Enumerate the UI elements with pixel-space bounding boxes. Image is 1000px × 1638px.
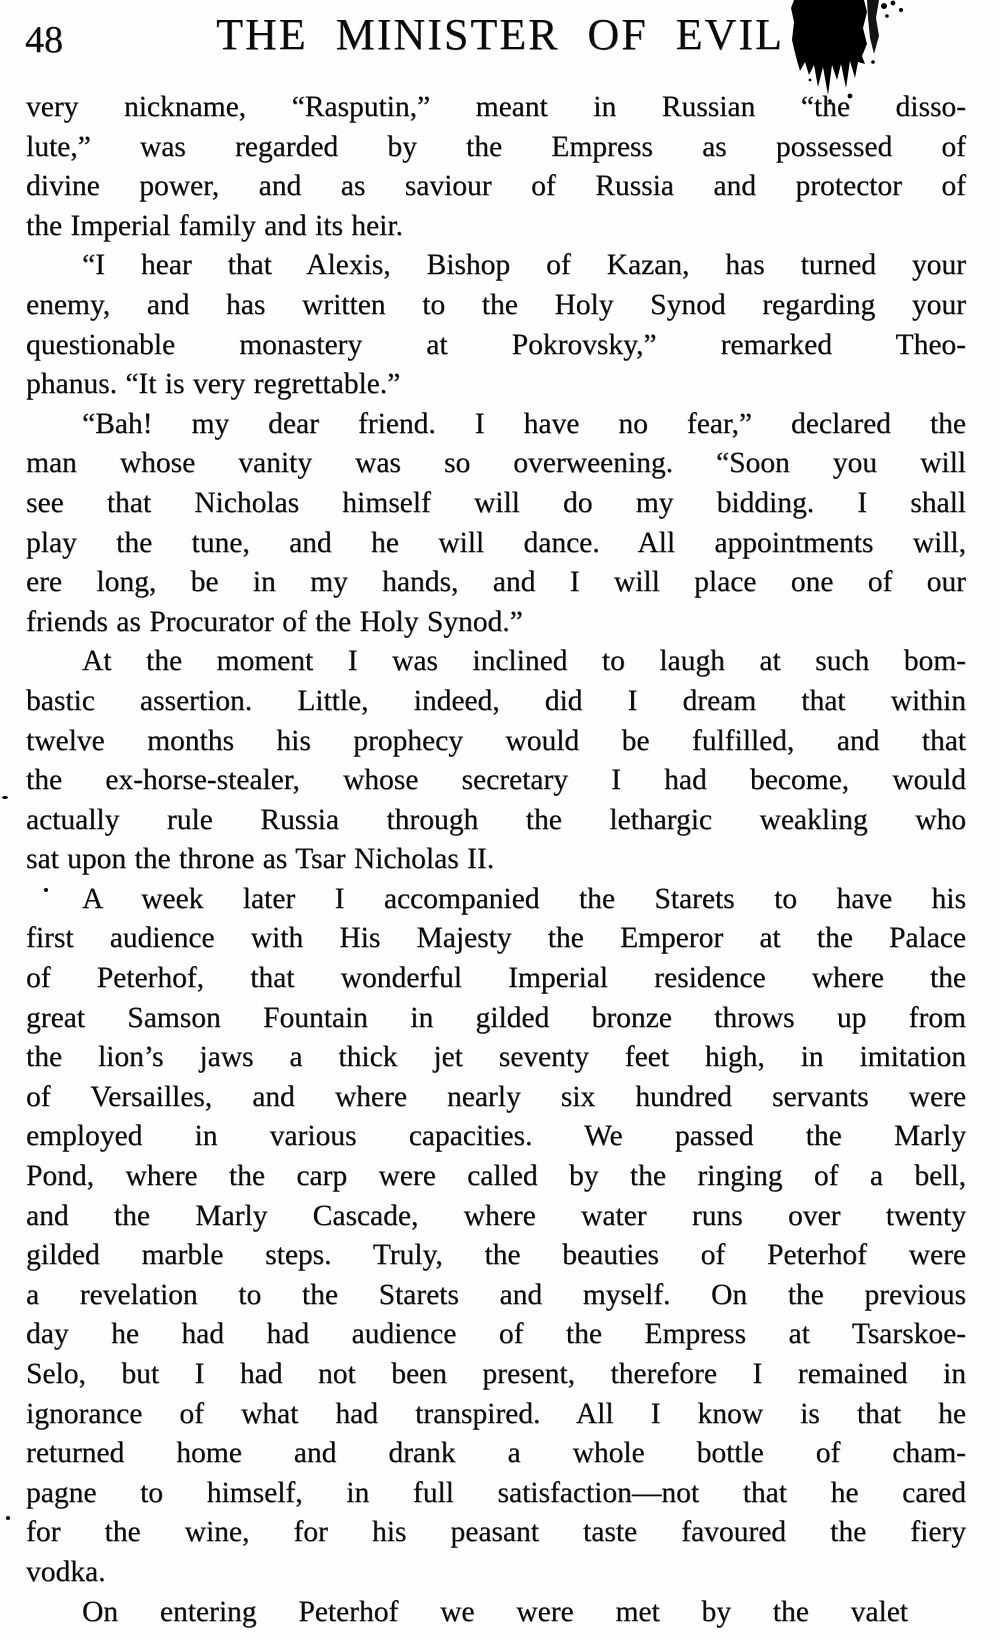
text-line: Pond, where the carp were called by the ringing of a bell, bbox=[26, 1160, 966, 1193]
page-number: 48 bbox=[25, 19, 63, 61]
text-line: very nickname, “Rasputin,” meant in Russian “the disso- bbox=[26, 91, 966, 123]
text-line: for the wine, for his peasant taste favoured the fiery bbox=[26, 1516, 966, 1549]
text-line: divine power, and as saviour of Russia and protector of bbox=[26, 170, 966, 203]
text-line: A week later I accompanied the Starets to have his bbox=[82, 882, 966, 915]
text-line: and the Marly Cascade, where water runs over twenty bbox=[26, 1199, 966, 1232]
text-line: Selo, but I had not been present, therefore I remained in bbox=[26, 1358, 966, 1390]
text-line: see that Nicholas himself will do my bidding. I shall bbox=[26, 486, 966, 519]
text-line: twelve months his prophecy would be fulfilled, and that bbox=[26, 724, 966, 757]
text-line: day he had had audience of the Empress at Tsarskoe- bbox=[26, 1318, 966, 1351]
text-line: phanus. “It is very regrettable.” bbox=[26, 368, 401, 401]
text-line: sat upon the throne as Tsar Nicholas II. bbox=[26, 843, 495, 876]
text-line: play the tune, and he will dance. All appointments will, bbox=[26, 526, 966, 559]
text-line: a revelation to the Starets and myself. On the previous bbox=[26, 1278, 966, 1311]
text-line: “Bah! my dear friend. I have no fear,” declared the bbox=[82, 407, 966, 440]
text-line: On entering Peterhof we were met by the valet bbox=[82, 1595, 908, 1628]
text-line: of Peterhof, that wonderful Imperial residence where the bbox=[26, 962, 966, 995]
text-line: pagne to himself, in full satisfaction—not that he cared bbox=[26, 1476, 966, 1509]
text-line: At the moment I was inclined to laugh at such bom- bbox=[82, 645, 966, 678]
text-line: “I hear that Alexis, Bishop of Kazan, has turned your bbox=[82, 249, 966, 282]
text-line: of Versailles, and where nearly six hundred servants were bbox=[26, 1080, 966, 1113]
text-line: the Imperial family and its heir. bbox=[26, 209, 403, 242]
text-line: returned home and drank a whole bottle of cham- bbox=[26, 1437, 966, 1470]
text-line: great Samson Fountain in gilded bronze throws up from bbox=[26, 1001, 966, 1034]
text-line: the ex-horse-stealer, whose secretary I had become, would bbox=[26, 764, 966, 797]
running-title: THE MINISTER OF EVIL bbox=[216, 10, 784, 59]
text-line: friends as Procurator of the Holy Synod.” bbox=[26, 605, 523, 638]
text-line: actually rule Russia through the lethargic weakling who bbox=[26, 803, 966, 836]
scan-speck bbox=[6, 1516, 10, 1520]
text-line: employed in various capacities. We passed the Marly bbox=[26, 1120, 966, 1153]
text-line: enemy, and has written to the Holy Synod regarding your bbox=[26, 288, 966, 321]
text-line: vodka. bbox=[26, 1555, 106, 1588]
text-line: lute,” was regarded by the Empress as possessed of bbox=[26, 130, 966, 163]
page-body bbox=[26, 88, 966, 1632]
text-line: questionable monastery at Pokrovsky,” remarked Theo- bbox=[26, 328, 966, 361]
text-line: man whose vanity was so overweening. “Soon you will bbox=[26, 447, 966, 480]
scan-speck bbox=[2, 796, 8, 799]
text-line: bastic assertion. Little, indeed, did I dream that within bbox=[26, 684, 966, 717]
text-line: the lion’s jaws a thick jet seventy feet high, in imitation bbox=[26, 1041, 966, 1074]
text-line: first audience with His Majesty the Emperor at the Palace bbox=[26, 922, 966, 955]
text-line: ere long, be in my hands, and I will place one of our bbox=[26, 566, 966, 599]
text-line: ignorance of what had transpired. All I know is that he bbox=[26, 1397, 966, 1430]
text-line: gilded marble steps. Truly, the beauties of Peterhof were bbox=[26, 1239, 966, 1272]
